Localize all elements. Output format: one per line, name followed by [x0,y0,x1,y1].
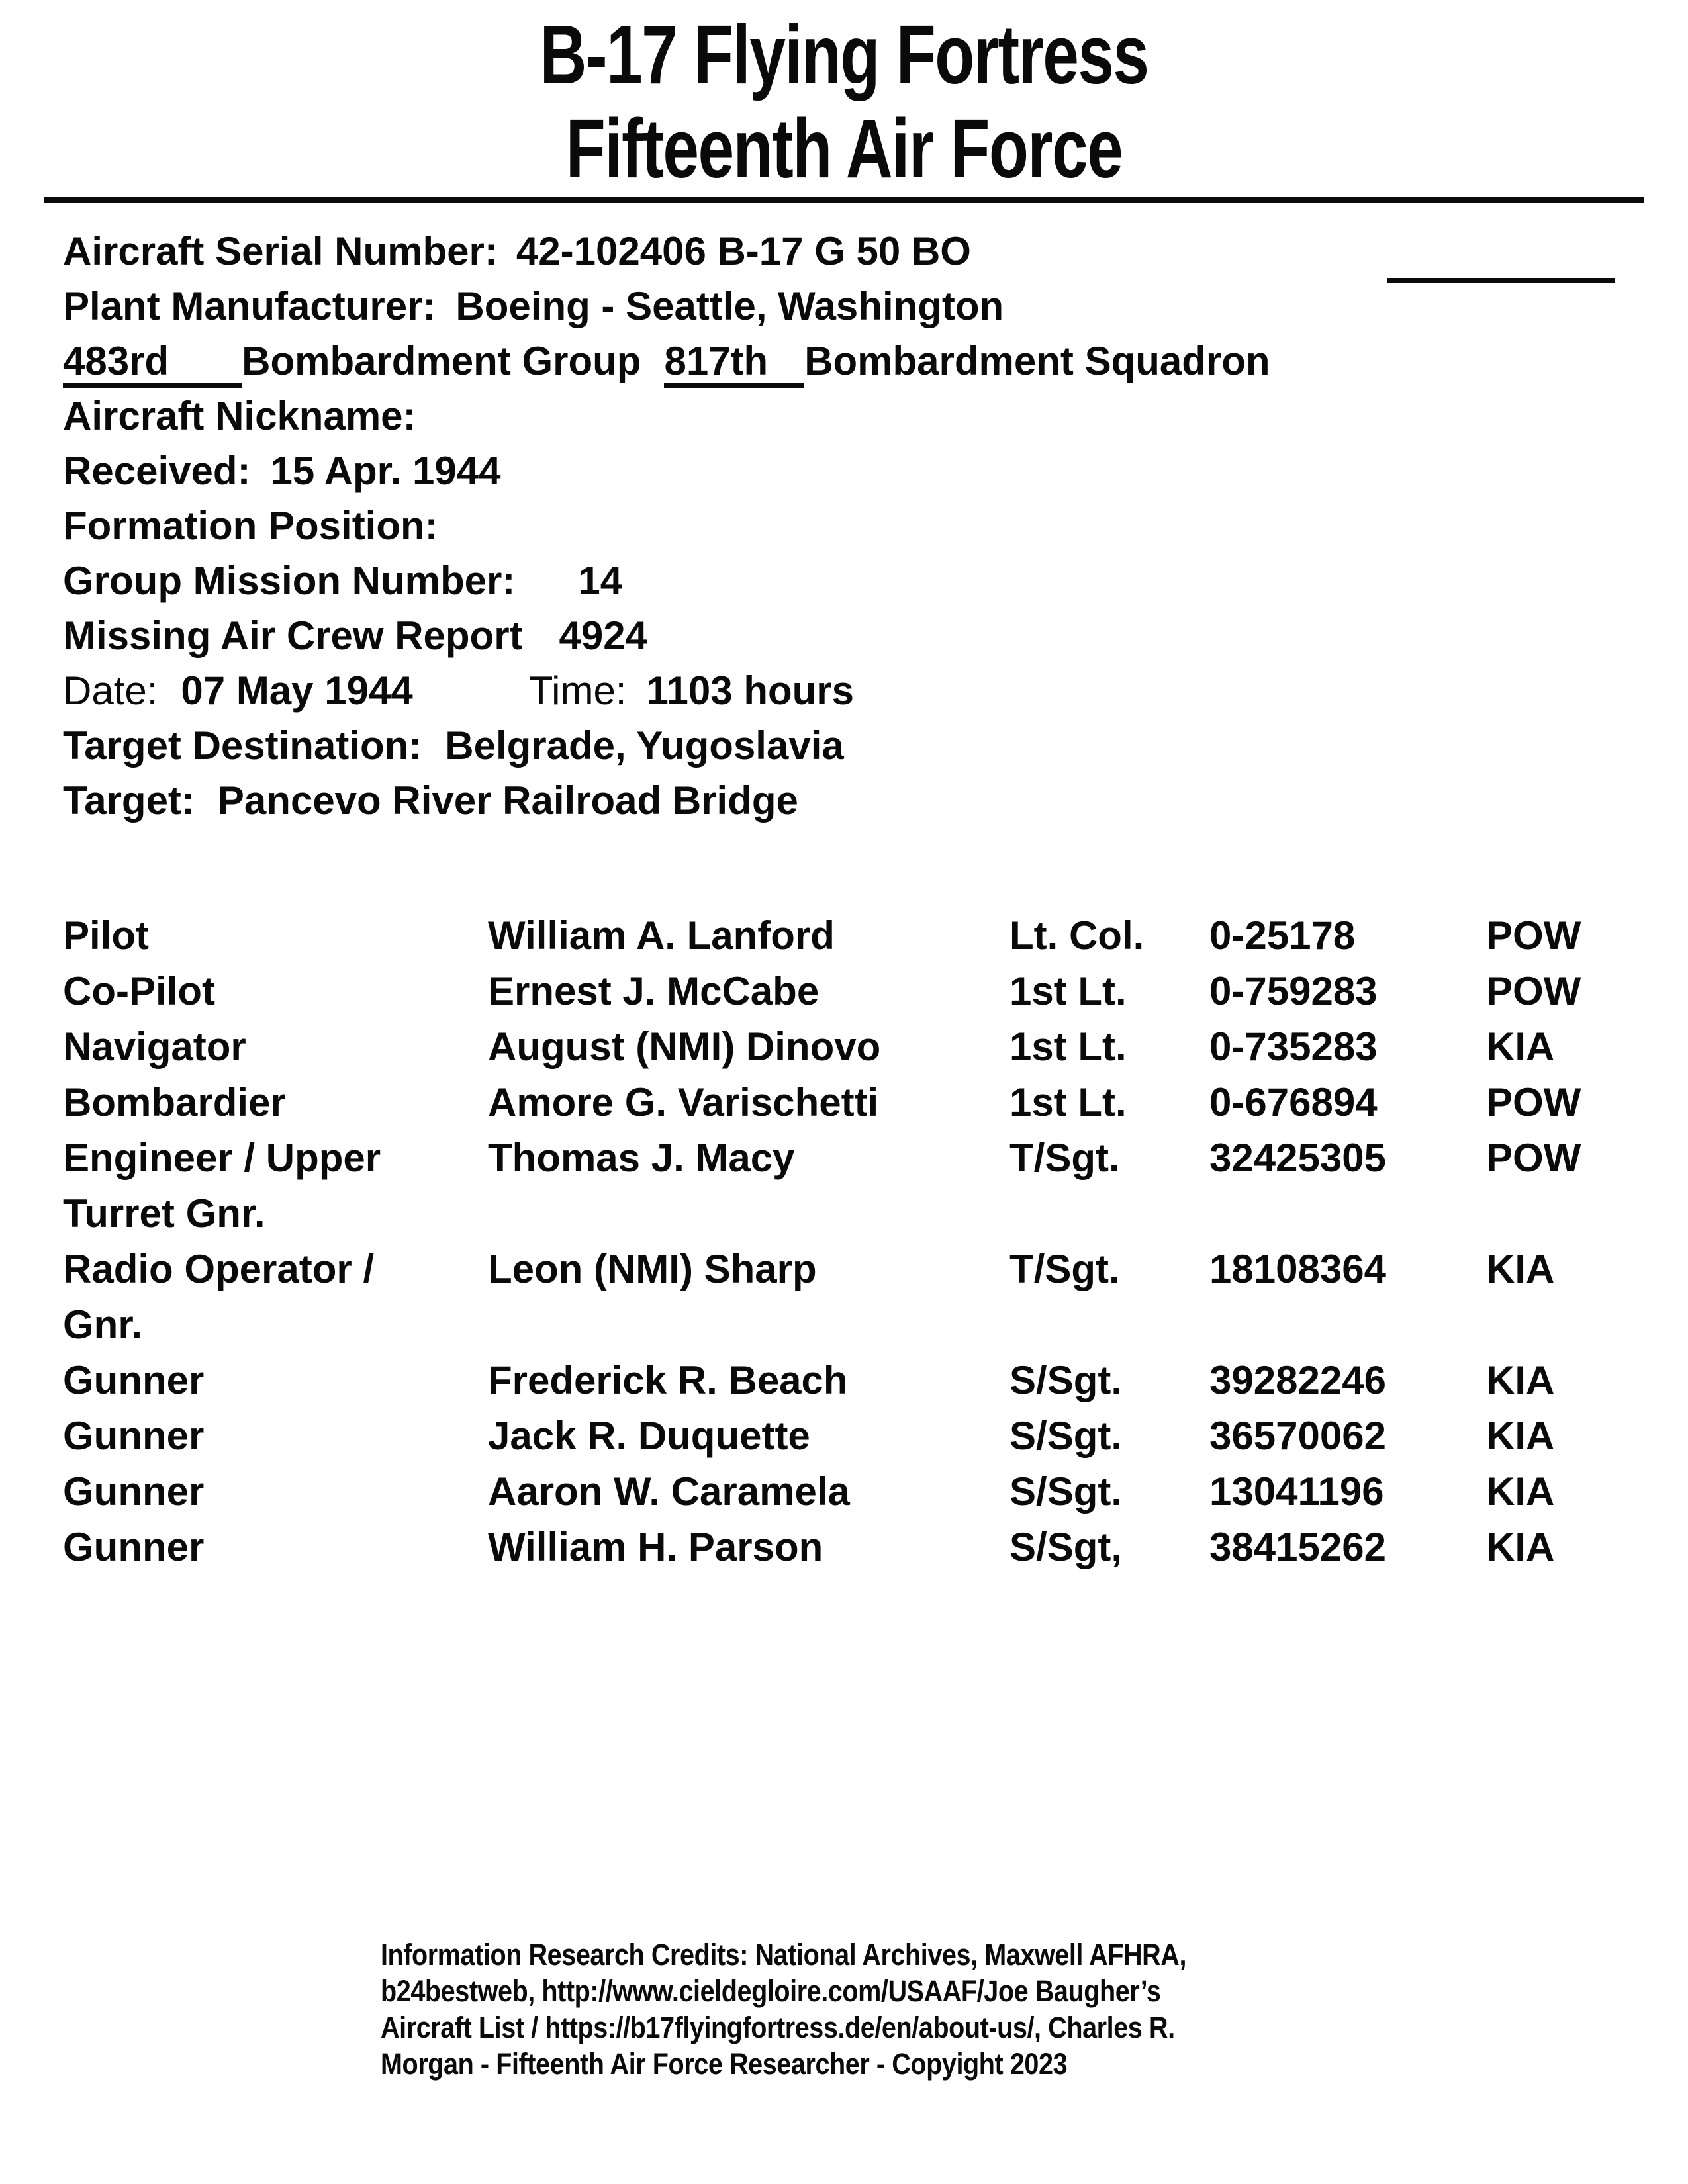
crew-name: Leon (NMI) Sharp [488,1247,817,1291]
time-value: 1103 hours [646,668,854,713]
date-value: 07 May 1944 [181,668,413,713]
field-received [63,443,1645,498]
field-label: Formation Position: [63,504,438,548]
crew-rank: S/Sgt. [1009,1469,1123,1514]
field-group-mission-number [63,553,1645,608]
crew-serial: 0-25178 [1209,913,1356,958]
crew-name: Jack R. Duquette [488,1414,810,1458]
field-plant-manufacturer [63,279,1645,334]
field-aircraft-nickname [63,388,1645,443]
crew-rank: S/Sgt. [1009,1358,1123,1402]
field-label: Target Destination: [63,723,422,768]
field-label: Group Mission Number: [63,559,516,603]
field-value: 14 [578,559,623,603]
crew-rank: S/Sgt, [1009,1525,1123,1569]
field-label: Received: [63,449,251,493]
field-value: 4924 [559,614,648,658]
field-value: Boeing - Seattle, Washington [455,284,1004,328]
crew-role: Pilot [63,913,149,958]
crew-name: Thomas J. Macy [488,1136,795,1180]
crew-rank: 1st Lt. [1009,969,1127,1013]
document-title [0,8,1688,196]
date-label: Date: [63,668,158,713]
crew-name: Amore G. Varischetti [488,1080,879,1124]
crew-rank: Lt. Col. [1009,913,1145,958]
field-label: Target: [63,778,195,823]
crew-role: Gunner [63,1469,205,1514]
divider-line [44,197,1644,203]
crew-status: KIA [1486,1525,1555,1569]
group-label: Bombardment Group [242,339,641,383]
crew-name: Aaron W. Caramela [488,1469,850,1514]
field-label: Missing Air Crew Report [63,614,523,658]
crew-role: Gunner [63,1525,205,1569]
squadron-number: 817th [664,339,804,388]
time-label: Time: [528,668,627,713]
crew-rank: 1st Lt. [1009,1024,1127,1069]
crew-rank: 1st Lt. [1009,1080,1127,1124]
field-value: 15 Apr. 1944 [270,449,501,493]
field-value: Belgrade, Yugoslavia [445,723,844,768]
crew-name: William H. Parson [488,1525,823,1569]
crew-serial: 0-759283 [1209,969,1378,1013]
crew-serial: 36570062 [1209,1414,1386,1458]
crew-status: POW [1486,969,1581,1013]
crew-serial: 13041196 [1209,1469,1384,1514]
crew-status: KIA [1486,1414,1555,1458]
field-formation-position [63,498,1645,553]
crew-role: Radio Operator / Gnr. [63,1247,375,1347]
crew-status: POW [1486,1136,1581,1180]
field-value: Pancevo River Railroad Bridge [217,778,798,823]
crew-serial: 18108364 [1209,1247,1386,1291]
crew-serial: 38415262 [1209,1525,1386,1569]
crew-status: KIA [1486,1469,1555,1514]
field-group-squadron [63,334,1645,388]
crew-name: William A. Lanford [488,913,835,958]
crew-status: KIA [1486,1358,1555,1402]
crew-serial: 0-735283 [1209,1024,1378,1069]
crew-name: Ernest J. McCabe [488,969,820,1013]
title-line-1: B-17 Flying Fortress [539,8,1149,101]
field-date-time [63,663,1645,718]
crew-role: Co-Pilot [63,969,215,1013]
crew-status: KIA [1486,1247,1555,1291]
field-label: Aircraft Nickname: [63,394,416,438]
aircraft-info-section [63,224,1645,828]
crew-serial: 32425305 [1209,1136,1386,1180]
field-value: 42-102406 B-17 G 50 BO [516,229,971,273]
crew-rank: T/Sgt. [1009,1247,1120,1291]
crew-role: Navigator [63,1024,246,1069]
crew-name: Frederick R. Beach [488,1358,848,1402]
crew-role: Engineer / Upper Turret Gnr. [63,1136,381,1236]
title-line-2: Fifteenth Air Force [565,102,1123,195]
credits-line-3: Aircraft List / https://b17flyingfortress.de/en/about-us/, Charles R. [381,2011,1175,2044]
field-aircraft-serial [63,224,1645,279]
field-label: Plant Manufacturer: [63,284,436,328]
credits-line-2: b24bestweb, http://www.cieldegloire.com/USAAF/Joe Baugher’s [381,1974,1161,2008]
crew-status: POW [1486,913,1581,958]
credits-line-4: Morgan - Fifteenth Air Force Researcher - Copyight 2023 [381,2047,1068,2081]
crew-rank: T/Sgt. [1009,1136,1120,1180]
crew-status: POW [1486,1080,1581,1124]
crew-serial: 0-676894 [1209,1080,1378,1124]
field-label: Aircraft Serial Number: [63,229,498,273]
credits-line-1: Information Research Credits: National Archives, Maxwell AFHRA, [381,1938,1187,1972]
field-target [63,773,1645,828]
group-number: 483rd [63,339,242,388]
crew-name: August (NMI) Dinovo [488,1024,881,1069]
crew-role: Gunner [63,1358,205,1402]
crew-role: Bombardier [63,1080,286,1124]
crew-rank: S/Sgt. [1009,1414,1123,1458]
squadron-label: Bombardment Squadron [804,339,1270,383]
crew-table [63,908,1632,1575]
crew-serial: 39282246 [1209,1358,1386,1402]
crew-role: Gunner [63,1414,205,1458]
field-missing-air-crew-report [63,608,1645,663]
crew-status: KIA [1486,1024,1555,1069]
credits-footer [381,1936,1336,2082]
field-target-destination [63,718,1645,773]
